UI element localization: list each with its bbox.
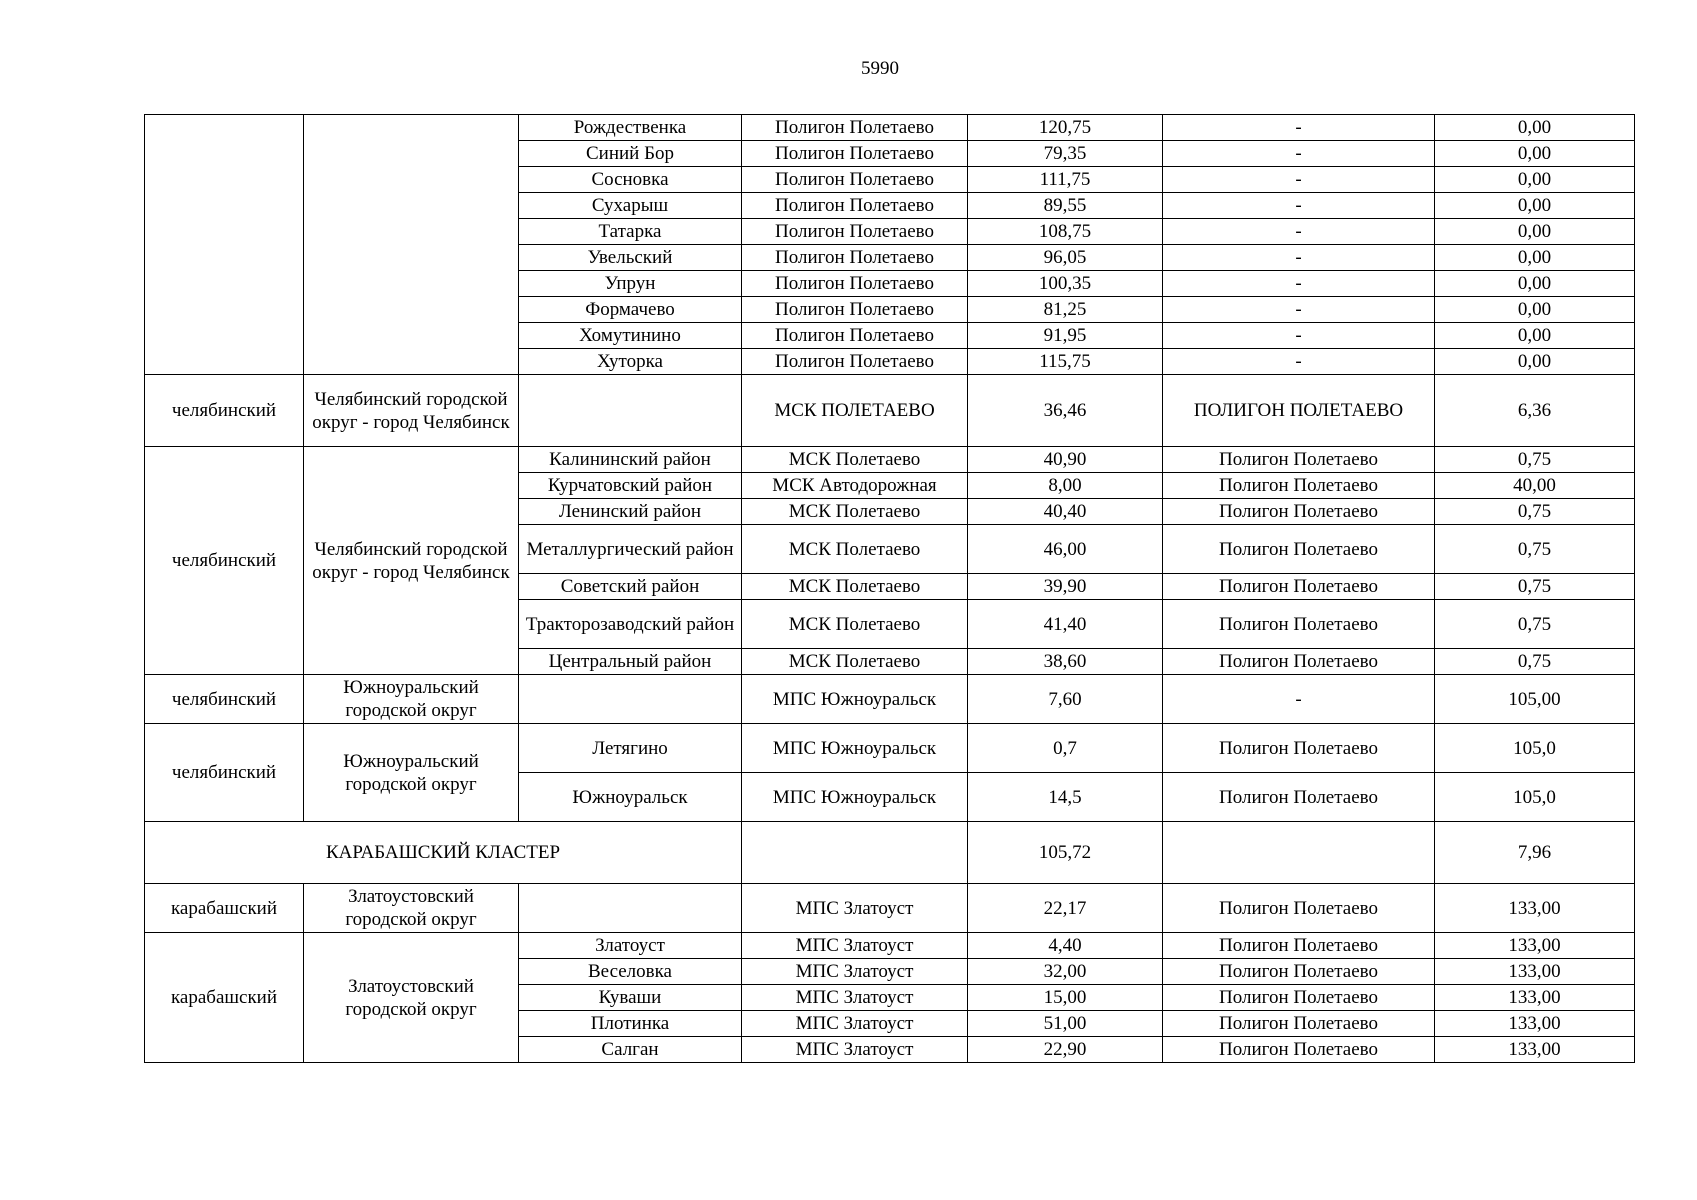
distance-cell: 133,00 — [1435, 1037, 1635, 1063]
distance-cell: 105,00 — [1435, 675, 1635, 724]
locality-cell: Формачево — [519, 297, 742, 323]
destination-cell: - — [1163, 219, 1435, 245]
destination-cell: - — [1163, 115, 1435, 141]
facility-cell: Полигон Полетаево — [742, 349, 968, 375]
distance-cell: 41,40 — [968, 600, 1163, 649]
distance-cell: 14,5 — [968, 773, 1163, 822]
locality-cell: Салган — [519, 1037, 742, 1063]
destination-cell: - — [1163, 245, 1435, 271]
table-row — [145, 933, 1635, 959]
destination-cell: - — [1163, 193, 1435, 219]
distance-cell: 0,00 — [1435, 323, 1635, 349]
distance-cell: 0,75 — [1435, 574, 1635, 600]
distance-cell: 133,00 — [1435, 884, 1635, 933]
municipality-cell — [304, 115, 519, 375]
waste-transport-table — [144, 114, 1635, 1063]
destination-cell: Полигон Полетаево — [1163, 959, 1435, 985]
distance-cell: 105,0 — [1435, 724, 1635, 773]
distance-cell: 0,00 — [1435, 245, 1635, 271]
locality-cell: Плотинка — [519, 1011, 742, 1037]
destination-cell: Полигон Полетаево — [1163, 985, 1435, 1011]
distance-cell: 22,90 — [968, 1037, 1163, 1063]
cluster-header-label: КАРАБАШСКИЙ КЛАСТЕР — [145, 822, 742, 884]
distance-cell: 0,75 — [1435, 447, 1635, 473]
destination-cell: Полигон Полетаево — [1163, 447, 1435, 473]
cluster-cell: челябинский — [145, 375, 304, 447]
distance-cell: 96,05 — [968, 245, 1163, 271]
facility-cell: МПС Южноуральск — [742, 773, 968, 822]
facility-cell: Полигон Полетаево — [742, 167, 968, 193]
distance-cell: 79,35 — [968, 141, 1163, 167]
facility-cell: Полигон Полетаево — [742, 115, 968, 141]
table-row — [145, 724, 1635, 773]
facility-cell: Полигон Полетаево — [742, 323, 968, 349]
table-row — [145, 447, 1635, 473]
destination-cell: - — [1163, 675, 1435, 724]
distance-cell: 108,75 — [968, 219, 1163, 245]
facility-cell: МПС Златоуст — [742, 1011, 968, 1037]
locality-cell: Татарка — [519, 219, 742, 245]
distance-cell: 0,7 — [968, 724, 1163, 773]
distance-cell: 40,40 — [968, 499, 1163, 525]
destination-cell: - — [1163, 167, 1435, 193]
municipality-cell: Златоустовский городской округ — [304, 884, 519, 933]
locality-cell: Ленинский район — [519, 499, 742, 525]
municipality-cell: Южноуральский городской округ — [304, 724, 519, 822]
facility-cell: Полигон Полетаево — [742, 193, 968, 219]
destination-cell: Полигон Полетаево — [1163, 1011, 1435, 1037]
locality-cell: Хомутинино — [519, 323, 742, 349]
distance-cell: 91,95 — [968, 323, 1163, 349]
cluster-cell: карабашский — [145, 933, 304, 1063]
cluster-header-row — [145, 822, 1635, 884]
locality-cell: Веселовка — [519, 959, 742, 985]
facility-cell: МПС Златоуст — [742, 933, 968, 959]
distance-cell: 32,00 — [968, 959, 1163, 985]
locality-cell — [519, 375, 742, 447]
distance-cell: 0,75 — [1435, 525, 1635, 574]
locality-cell: Рождественка — [519, 115, 742, 141]
table-row — [145, 375, 1635, 447]
distance-cell: 0,00 — [1435, 141, 1635, 167]
destination-cell: Полигон Полетаево — [1163, 499, 1435, 525]
page-number: 5990 — [861, 58, 899, 79]
cluster-cell: челябинский — [145, 447, 304, 675]
distance-cell: 120,75 — [968, 115, 1163, 141]
destination-cell: Полигон Полетаево — [1163, 600, 1435, 649]
facility-cell: МПС Златоуст — [742, 985, 968, 1011]
locality-cell: Тракторозаводский район — [519, 600, 742, 649]
destination-cell: - — [1163, 323, 1435, 349]
cluster-cell: карабашский — [145, 884, 304, 933]
locality-cell: Южноуральск — [519, 773, 742, 822]
facility-cell: МСК Полетаево — [742, 447, 968, 473]
distance-cell: 0,00 — [1435, 349, 1635, 375]
distance-cell: 81,25 — [968, 297, 1163, 323]
distance-cell: 133,00 — [1435, 933, 1635, 959]
destination-cell: - — [1163, 349, 1435, 375]
municipality-cell: Южноуральский городской округ — [304, 675, 519, 724]
locality-cell: Сосновка — [519, 167, 742, 193]
table-row — [145, 884, 1635, 933]
destination-cell: Полигон Полетаево — [1163, 773, 1435, 822]
distance-cell: 40,90 — [968, 447, 1163, 473]
destination-cell — [1163, 822, 1435, 884]
distance-cell: 0,00 — [1435, 297, 1635, 323]
distance-cell: 22,17 — [968, 884, 1163, 933]
municipality-cell: Челябинский городской округ - город Челябинск — [304, 375, 519, 447]
distance-cell: 105,0 — [1435, 773, 1635, 822]
distance-cell: 4,40 — [968, 933, 1163, 959]
distance-cell: 15,00 — [968, 985, 1163, 1011]
distance-cell: 0,00 — [1435, 271, 1635, 297]
destination-cell: ПОЛИГОН ПОЛЕТАЕВО — [1163, 375, 1435, 447]
locality-cell: Упрун — [519, 271, 742, 297]
locality-cell — [519, 884, 742, 933]
distance-cell: 105,72 — [968, 822, 1163, 884]
destination-cell: Полигон Полетаево — [1163, 473, 1435, 499]
distance-cell: 100,35 — [968, 271, 1163, 297]
facility-cell: МСК Полетаево — [742, 499, 968, 525]
distance-cell: 8,00 — [968, 473, 1163, 499]
locality-cell: Летягино — [519, 724, 742, 773]
distance-cell: 51,00 — [968, 1011, 1163, 1037]
distance-cell: 0,75 — [1435, 649, 1635, 675]
distance-cell: 0,00 — [1435, 167, 1635, 193]
distance-cell: 0,00 — [1435, 193, 1635, 219]
cluster-cell: челябинский — [145, 724, 304, 822]
municipality-cell: Челябинский городской округ - город Челябинск — [304, 447, 519, 675]
distance-cell: 133,00 — [1435, 1011, 1635, 1037]
destination-cell: Полигон Полетаево — [1163, 933, 1435, 959]
locality-cell: Увельский — [519, 245, 742, 271]
facility-cell — [742, 822, 968, 884]
table-row — [145, 675, 1635, 724]
facility-cell: МСК Полетаево — [742, 574, 968, 600]
distance-cell: 0,75 — [1435, 499, 1635, 525]
facility-cell: МСК ПОЛЕТАЕВО — [742, 375, 968, 447]
distance-cell: 6,36 — [1435, 375, 1635, 447]
destination-cell: Полигон Полетаево — [1163, 649, 1435, 675]
cluster-cell: челябинский — [145, 675, 304, 724]
locality-cell: Сухарыш — [519, 193, 742, 219]
destination-cell: Полигон Полетаево — [1163, 724, 1435, 773]
destination-cell: Полигон Полетаево — [1163, 574, 1435, 600]
destination-cell: - — [1163, 271, 1435, 297]
distance-cell: 38,60 — [968, 649, 1163, 675]
distance-cell: 115,75 — [968, 349, 1163, 375]
locality-cell: Хуторка — [519, 349, 742, 375]
facility-cell: МСК Полетаево — [742, 600, 968, 649]
facility-cell: МПС Златоуст — [742, 959, 968, 985]
distance-cell: 39,90 — [968, 574, 1163, 600]
distance-cell: 89,55 — [968, 193, 1163, 219]
distance-cell: 36,46 — [968, 375, 1163, 447]
distance-cell: 7,60 — [968, 675, 1163, 724]
facility-cell: МСК Полетаево — [742, 525, 968, 574]
distance-cell: 0,75 — [1435, 600, 1635, 649]
facility-cell: Полигон Полетаево — [742, 271, 968, 297]
distance-cell: 0,00 — [1435, 219, 1635, 245]
facility-cell: МСК Автодорожная — [742, 473, 968, 499]
locality-cell: Златоуст — [519, 933, 742, 959]
destination-cell: - — [1163, 141, 1435, 167]
facility-cell: Полигон Полетаево — [742, 219, 968, 245]
destination-cell: Полигон Полетаево — [1163, 525, 1435, 574]
locality-cell: Советский район — [519, 574, 742, 600]
facility-cell: МПС Златоуст — [742, 884, 968, 933]
locality-cell: Синий Бор — [519, 141, 742, 167]
distance-cell: 111,75 — [968, 167, 1163, 193]
locality-cell: Куваши — [519, 985, 742, 1011]
distance-cell: 40,00 — [1435, 473, 1635, 499]
table-row — [145, 115, 1635, 141]
destination-cell: Полигон Полетаево — [1163, 1037, 1435, 1063]
locality-cell: Металлургический район — [519, 525, 742, 574]
facility-cell: МПС Златоуст — [742, 1037, 968, 1063]
municipality-cell: Златоустовский городской округ — [304, 933, 519, 1063]
distance-cell: 133,00 — [1435, 985, 1635, 1011]
distance-cell: 7,96 — [1435, 822, 1635, 884]
facility-cell: МПС Южноуральск — [742, 675, 968, 724]
facility-cell: МСК Полетаево — [742, 649, 968, 675]
facility-cell: Полигон Полетаево — [742, 141, 968, 167]
distance-cell: 46,00 — [968, 525, 1163, 574]
locality-cell: Курчатовский район — [519, 473, 742, 499]
facility-cell: Полигон Полетаево — [742, 245, 968, 271]
locality-cell: Центральный район — [519, 649, 742, 675]
distance-cell: 0,00 — [1435, 115, 1635, 141]
destination-cell: - — [1163, 297, 1435, 323]
facility-cell: Полигон Полетаево — [742, 297, 968, 323]
destination-cell: Полигон Полетаево — [1163, 884, 1435, 933]
locality-cell — [519, 675, 742, 724]
distance-cell: 133,00 — [1435, 959, 1635, 985]
facility-cell: МПС Южноуральск — [742, 724, 968, 773]
locality-cell: Калининский район — [519, 447, 742, 473]
cluster-cell — [145, 115, 304, 375]
